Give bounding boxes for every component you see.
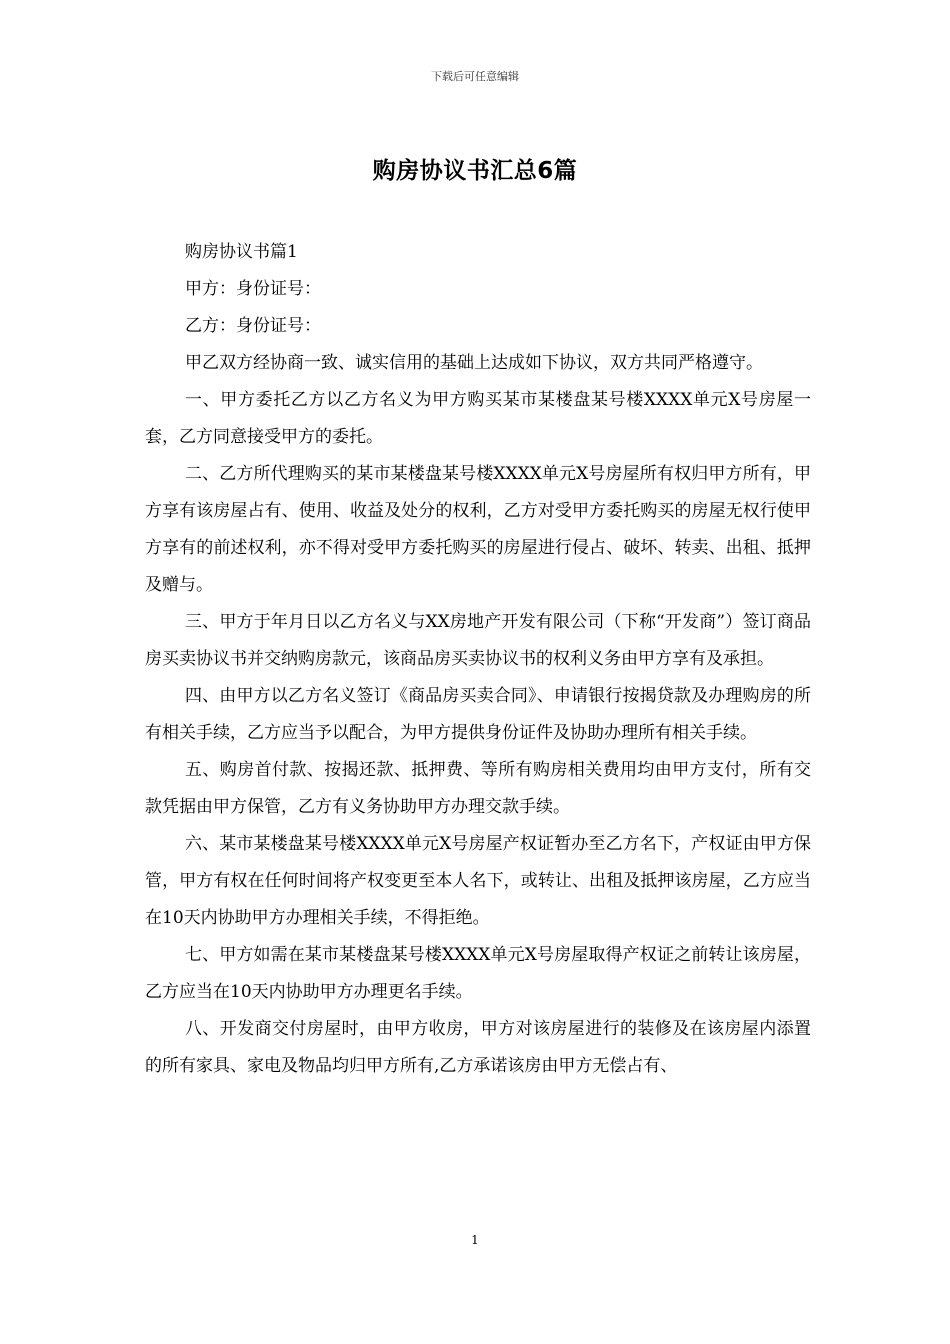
intro-paragraph: 甲乙双方经协商一致、诚实信用的基础上达成如下协议，双方共同严格遵守。 — [185, 353, 763, 373]
section-heading: 购房协议书篇1 — [185, 242, 298, 262]
clause-5: 五、购房首付款、按揭还款、抵押费、等所有购房相关费用均由甲方支付，所有交款凭据由甲方保管，乙方有义务协助甲方办理交款手续。 — [145, 760, 811, 817]
clause-8: 八、开发商交付房屋时，由甲方收房，甲方对该房屋进行的装修及在该房屋内添置的所有家具、家电及物品均归甲方所有,乙方承诺该房由甲方无偿占有、 — [145, 1019, 811, 1076]
document-body — [145, 234, 811, 1085]
page-header-note: 下载后可任意编辑 — [431, 70, 519, 83]
clause-3: 三、甲方于年月日以乙方名义与XX房地产开发有限公司（下称“开发商”）签订商品房买卖协议书并交纳购房款元，该商品房买卖协议书的权利义务由甲方享有及承担。 — [145, 612, 811, 669]
clause-4: 四、由甲方以乙方名义签订《商品房买卖合同》、申请银行按揭贷款及办理购房的所有相关手续，乙方应当予以配合，为甲方提供身份证件及协助办理所有相关手续。 — [145, 686, 811, 743]
party-a-line: 甲方：身份证号： — [185, 279, 321, 299]
page-number: 1 — [471, 1233, 479, 1247]
clause-2: 二、乙方所代理购买的某市某楼盘某号楼XXXX单元X号房屋所有权归甲方所有，甲方享有该房屋占有、使用、收益及处分的权利，乙方对受甲方委托购买的房屋无权行使甲方享有的前述权利，亦不得对受甲方委托购买的房屋进行侵占、破坏、转卖、出租、抵押及赠与。 — [145, 464, 811, 595]
document-title: 购房协议书汇总6篇 — [372, 158, 578, 184]
party-b-line: 乙方：身份证号： — [185, 316, 321, 336]
clause-1: 一、甲方委托乙方以乙方名义为甲方购买某市某楼盘某号楼XXXX单元X号房屋一套，乙方同意接受甲方的委托。 — [145, 390, 811, 447]
clause-6: 六、某市某楼盘某号楼XXXX单元X号房屋产权证暂办至乙方名下，产权证由甲方保管，甲方有权在任何时间将产权变更至本人名下，或转让、出租及抵押该房屋，乙方应当在10天内协助甲方办理相关手续，不得拒绝。 — [145, 834, 811, 928]
clause-7: 七、甲方如需在某市某楼盘某号楼XXXX单元X号房屋取得产权证之前转让该房屋，乙方应当在10天内协助甲方办理更名手续。 — [145, 945, 811, 1002]
